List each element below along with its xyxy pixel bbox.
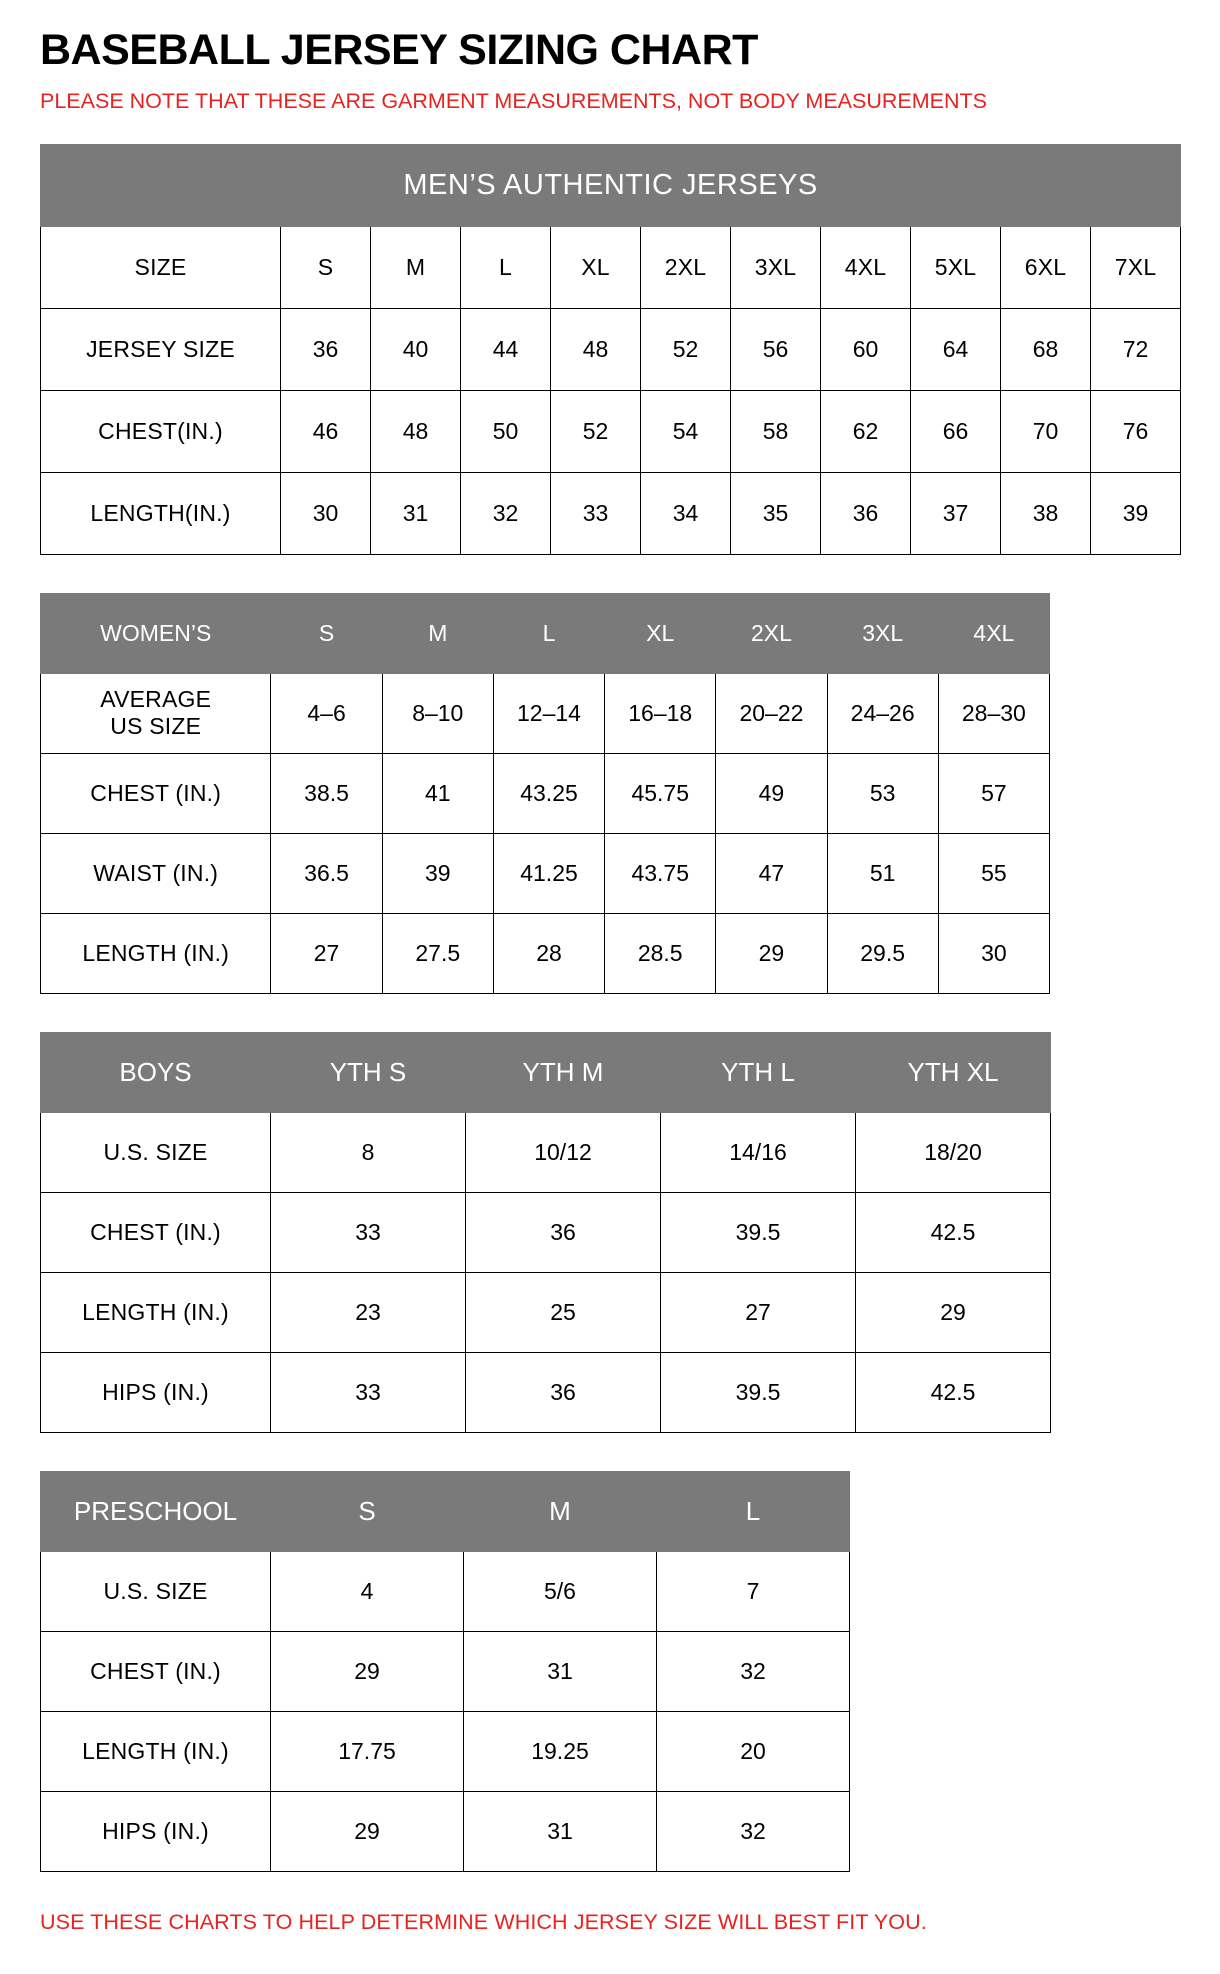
value-cell: 10/12 <box>466 1112 661 1192</box>
value-cell: 8–10 <box>382 673 493 753</box>
womens-header-label: WOMEN’S <box>41 593 271 673</box>
value-cell: 50 <box>461 390 551 472</box>
value-cell: 49 <box>716 753 827 833</box>
size-header-cell: YTH S <box>271 1032 466 1112</box>
value-cell: 52 <box>641 308 731 390</box>
value-cell: 30 <box>938 913 1049 993</box>
size-header-cell: S <box>281 226 371 308</box>
size-header-cell: 5XL <box>911 226 1001 308</box>
value-cell: 16–18 <box>605 673 716 753</box>
size-header-cell: S <box>271 593 382 673</box>
mens-sizing-table <box>40 144 1181 555</box>
boys-table-body <box>41 1032 1051 1432</box>
table-row <box>41 1631 850 1711</box>
value-cell: 31 <box>371 472 461 554</box>
mens-banner: MEN’S AUTHENTIC JERSEYS <box>41 144 1181 226</box>
value-cell: 39.5 <box>661 1192 856 1272</box>
value-cell: 27 <box>661 1272 856 1352</box>
size-header-cell: 3XL <box>731 226 821 308</box>
table-row <box>41 1791 850 1871</box>
table-row <box>41 390 1181 472</box>
row-label-cell: CHEST (IN.) <box>41 1631 271 1711</box>
row-label-cell: JERSEY SIZE <box>41 308 281 390</box>
preschool-header-label: PRESCHOOL <box>41 1471 271 1551</box>
table-row <box>41 226 1181 308</box>
value-cell: 64 <box>911 308 1001 390</box>
preschool-sizing-table <box>40 1471 850 1872</box>
table-row <box>41 1471 850 1551</box>
value-cell: 32 <box>657 1791 850 1871</box>
value-cell: 36.5 <box>271 833 382 913</box>
value-cell: 38 <box>1001 472 1091 554</box>
womens-sizing-table <box>40 593 1050 994</box>
value-cell: 4–6 <box>271 673 382 753</box>
table-row <box>41 1711 850 1791</box>
size-header-cell: M <box>382 593 493 673</box>
value-cell: 31 <box>464 1631 657 1711</box>
size-header-cell: L <box>461 226 551 308</box>
value-cell: 39.5 <box>661 1352 856 1432</box>
row-label-cell: AVERAGE US SIZE <box>41 673 271 753</box>
value-cell: 32 <box>461 472 551 554</box>
value-cell: 33 <box>271 1192 466 1272</box>
value-cell: 36 <box>281 308 371 390</box>
value-cell: 44 <box>461 308 551 390</box>
value-cell: 28–30 <box>938 673 1049 753</box>
value-cell: 51 <box>827 833 938 913</box>
value-cell: 37 <box>911 472 1001 554</box>
value-cell: 28.5 <box>605 913 716 993</box>
size-header-cell: YTH XL <box>856 1032 1051 1112</box>
value-cell: 62 <box>821 390 911 472</box>
value-cell: 39 <box>1091 472 1181 554</box>
row-label-cell: CHEST (IN.) <box>41 1192 271 1272</box>
row-label-cell: HIPS (IN.) <box>41 1352 271 1432</box>
value-cell: 14/16 <box>661 1112 856 1192</box>
value-cell: 24–26 <box>827 673 938 753</box>
value-cell: 18/20 <box>856 1112 1051 1192</box>
value-cell: 41.25 <box>493 833 604 913</box>
footer-note: USE THESE CHARTS TO HELP DETERMINE WHICH JERSEY SIZE WILL BEST FIT YOU. <box>40 1909 927 1934</box>
value-cell: 20–22 <box>716 673 827 753</box>
table-row <box>41 833 1050 913</box>
size-header-cell: 4XL <box>821 226 911 308</box>
value-cell: 38.5 <box>271 753 382 833</box>
value-cell: 46 <box>281 390 371 472</box>
value-cell: 70 <box>1001 390 1091 472</box>
value-cell: 33 <box>551 472 641 554</box>
table-row <box>41 913 1050 993</box>
value-cell: 30 <box>281 472 371 554</box>
table-row <box>41 1192 1051 1272</box>
value-cell: 47 <box>716 833 827 913</box>
size-header-cell: L <box>493 593 604 673</box>
value-cell: 72 <box>1091 308 1181 390</box>
size-header-cell: YTH L <box>661 1032 856 1112</box>
value-cell: 68 <box>1001 308 1091 390</box>
row-label-cell: U.S. SIZE <box>41 1551 271 1631</box>
table-row <box>41 1272 1051 1352</box>
measurement-note: PLEASE NOTE THAT THESE ARE GARMENT MEASUREMENTS, NOT BODY MEASUREMENTS <box>40 89 987 114</box>
value-cell: 54 <box>641 390 731 472</box>
row-label-cell: LENGTH (IN.) <box>41 1711 271 1791</box>
womens-table-body <box>41 593 1050 993</box>
row-label-cell: WAIST (IN.) <box>41 833 271 913</box>
table-row <box>41 1032 1051 1112</box>
mens-table-body <box>41 144 1181 554</box>
value-cell: 66 <box>911 390 1001 472</box>
size-header-cell: 6XL <box>1001 226 1091 308</box>
value-cell: 36 <box>466 1352 661 1432</box>
table-row <box>41 593 1050 673</box>
size-header-cell: XL <box>605 593 716 673</box>
value-cell: 56 <box>731 308 821 390</box>
table-row <box>41 753 1050 833</box>
size-header-cell: 2XL <box>716 593 827 673</box>
size-header-cell: XL <box>551 226 641 308</box>
value-cell: 35 <box>731 472 821 554</box>
size-header-cell: S <box>271 1471 464 1551</box>
value-cell: 23 <box>271 1272 466 1352</box>
value-cell: 28 <box>493 913 604 993</box>
row-label-cell: U.S. SIZE <box>41 1112 271 1192</box>
table-row <box>41 1352 1051 1432</box>
value-cell: 55 <box>938 833 1049 913</box>
value-cell: 76 <box>1091 390 1181 472</box>
value-cell: 48 <box>371 390 461 472</box>
value-cell: 19.25 <box>464 1711 657 1791</box>
value-cell: 29 <box>856 1272 1051 1352</box>
row-label-cell: CHEST (IN.) <box>41 753 271 833</box>
value-cell: 43.75 <box>605 833 716 913</box>
size-header-cell: 3XL <box>827 593 938 673</box>
value-cell: 40 <box>371 308 461 390</box>
value-cell: 58 <box>731 390 821 472</box>
value-cell: 53 <box>827 753 938 833</box>
value-cell: 27 <box>271 913 382 993</box>
value-cell: 8 <box>271 1112 466 1192</box>
value-cell: 25 <box>466 1272 661 1352</box>
row-label-cell: CHEST(IN.) <box>41 390 281 472</box>
size-header-cell: YTH M <box>466 1032 661 1112</box>
value-cell: 41 <box>382 753 493 833</box>
value-cell: 29 <box>716 913 827 993</box>
row-label-cell: LENGTH (IN.) <box>41 913 271 993</box>
value-cell: 32 <box>657 1631 850 1711</box>
value-cell: 52 <box>551 390 641 472</box>
size-header-cell: M <box>371 226 461 308</box>
value-cell: 27.5 <box>382 913 493 993</box>
value-cell: 48 <box>551 308 641 390</box>
value-cell: 33 <box>271 1352 466 1432</box>
value-cell: 20 <box>657 1711 850 1791</box>
table-row <box>41 1551 850 1631</box>
value-cell: 29 <box>271 1631 464 1711</box>
value-cell: 43.25 <box>493 753 604 833</box>
value-cell: 34 <box>641 472 731 554</box>
value-cell: 12–14 <box>493 673 604 753</box>
page-title: BASEBALL JERSEY SIZING CHART <box>40 26 758 74</box>
value-cell: 31 <box>464 1791 657 1871</box>
mens-size-label: SIZE <box>41 226 281 308</box>
value-cell: 7 <box>657 1551 850 1631</box>
size-header-cell: 2XL <box>641 226 731 308</box>
table-row <box>41 308 1181 390</box>
value-cell: 17.75 <box>271 1711 464 1791</box>
value-cell: 36 <box>466 1192 661 1272</box>
boys-header-label: BOYS <box>41 1032 271 1112</box>
value-cell: 45.75 <box>605 753 716 833</box>
table-row <box>41 673 1050 753</box>
table-row <box>41 1112 1051 1192</box>
row-label-cell: LENGTH(IN.) <box>41 472 281 554</box>
value-cell: 36 <box>821 472 911 554</box>
size-header-cell: L <box>657 1471 850 1551</box>
table-row <box>41 144 1181 226</box>
value-cell: 29 <box>271 1791 464 1871</box>
size-header-cell: 7XL <box>1091 226 1181 308</box>
value-cell: 42.5 <box>856 1352 1051 1432</box>
value-cell: 29.5 <box>827 913 938 993</box>
value-cell: 60 <box>821 308 911 390</box>
size-header-cell: M <box>464 1471 657 1551</box>
row-label-cell: HIPS (IN.) <box>41 1791 271 1871</box>
size-header-cell: 4XL <box>938 593 1049 673</box>
value-cell: 4 <box>271 1551 464 1631</box>
preschool-table-body <box>41 1471 850 1871</box>
table-row <box>41 472 1181 554</box>
value-cell: 42.5 <box>856 1192 1051 1272</box>
value-cell: 57 <box>938 753 1049 833</box>
row-label-cell: LENGTH (IN.) <box>41 1272 271 1352</box>
value-cell: 39 <box>382 833 493 913</box>
boys-sizing-table <box>40 1032 1051 1433</box>
value-cell: 5/6 <box>464 1551 657 1631</box>
